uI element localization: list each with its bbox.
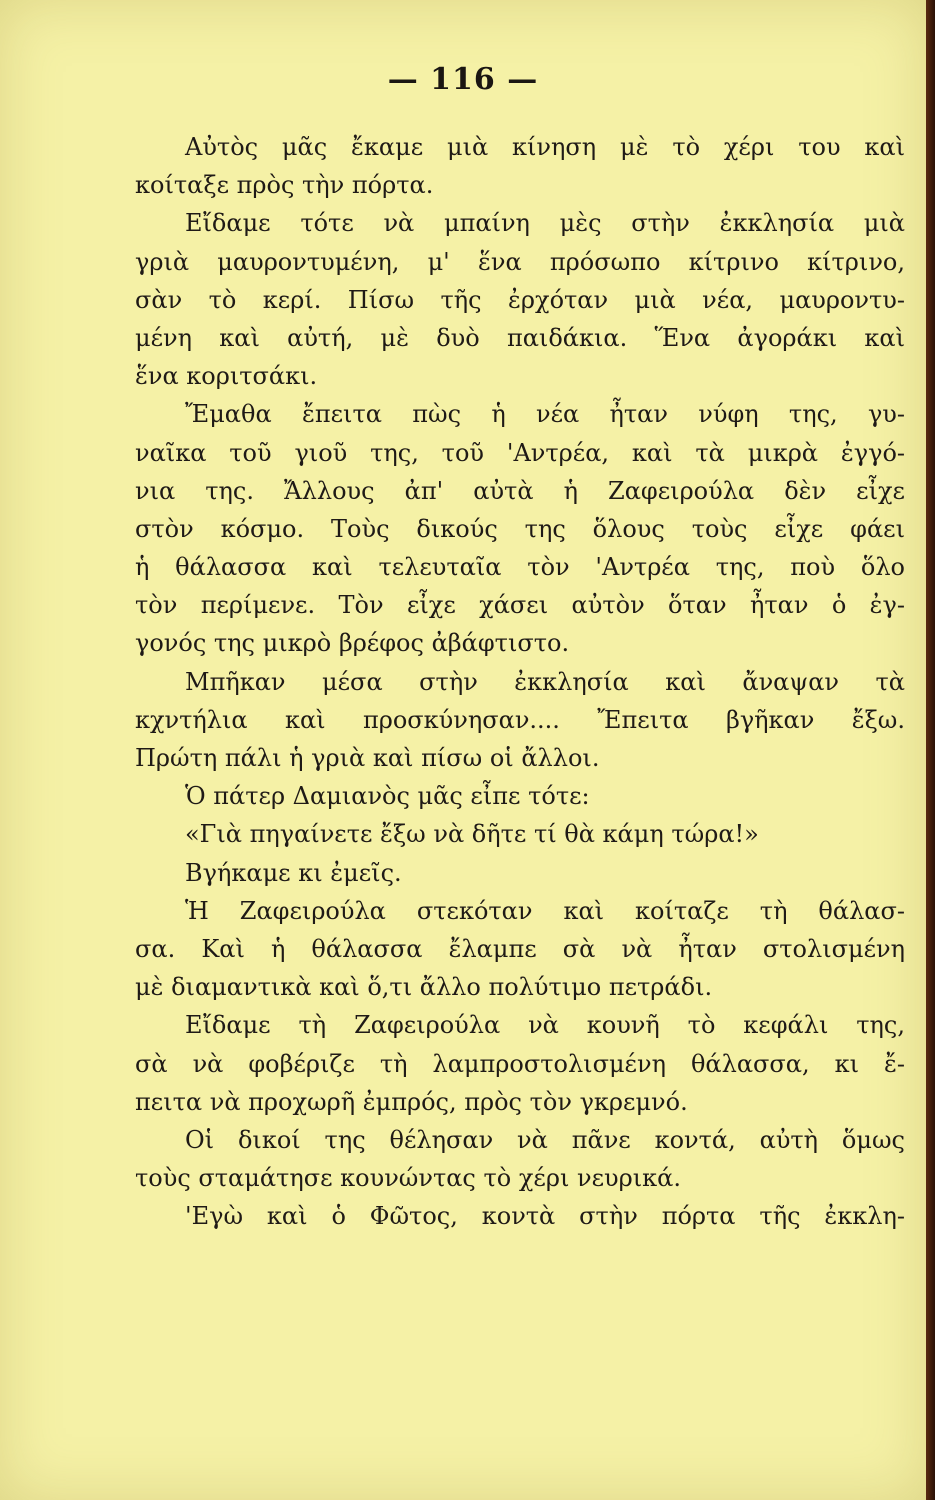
text-line: Πρώτη πάλι ἡ γριὰ καὶ πίσω οἱ ἄλλοι. xyxy=(135,744,600,772)
text-line: πειτα νὰ προχωρῆ ἐμπρός, πρὸς τὸν γκρεμνό. xyxy=(135,1087,688,1116)
text-line: νια της. Ἄλλους ἀπ' αὐτὰ ἡ Ζαφειρούλα δὲν εἶχε xyxy=(135,476,905,505)
text-line: τὸν περίμενε. Τὸν εἶχε χάσει αὐτὸν ὅταν ἦταν ὁ ἐγ- xyxy=(135,591,905,620)
text-line: 'Εγὼ καὶ ὁ Φῶτος, κοντὰ στὴν πόρτα τῆς ἐκκλη- xyxy=(185,1202,905,1231)
text-line: σὰ νὰ φοβέριζε τὴ λαμπροστολισμένη θάλασσα, κι ἔ- xyxy=(135,1049,905,1078)
text-line: Εἴδαμε τὴ Ζαφειρούλα νὰ κουνῆ τὸ κεφάλι της, xyxy=(185,1011,905,1040)
text-line: ναῖκα τοῦ γιοῦ της, τοῦ 'Αντρέα, καὶ τὰ μικρὰ ἐγγό- xyxy=(135,438,905,467)
text-line: Οἱ δικοί της θέλησαν νὰ πᾶνε κοντά, αὐτὴ ὅμως xyxy=(185,1125,905,1154)
text-line: Αὐτὸς μᾶς ἔκαμε μιὰ κίνηση μὲ τὸ χέρι του καὶ xyxy=(185,133,905,161)
text-line: σα. Καὶ ἡ θάλασσα ἔλαμπε σὰ νὰ ἦταν στολισμένη xyxy=(135,934,905,963)
text-line: σὰν τὸ κερί. Πίσω τῆς ἐρχόταν μιὰ νέα, μαυροντυ- xyxy=(135,285,905,314)
text-line: μὲ διαμαντικὰ καὶ ὅ,τι ἄλλο πολύτιμο πετράδι. xyxy=(135,973,713,1002)
text-line: στὸν κόσμο. Τοὺς δικούς της ὅλους τοὺς εἶχε φάει xyxy=(135,514,905,543)
text-line: Εἴδαμε τότε νὰ μπαίνη μὲς στὴν ἐκκλησία μιὰ xyxy=(185,209,905,238)
text-line: Ὁ πάτερ Δαμιανὸς μᾶς εἶπε τότε: xyxy=(185,782,590,811)
page-edge xyxy=(926,0,935,1500)
text-line: Βγήκαμε κι ἐμεῖς. xyxy=(185,858,402,887)
page-number: — 116 — xyxy=(387,62,539,97)
text-line: μένη καὶ αὐτή, μὲ δυὸ παιδάκια. Ἕνα ἀγοράκι καὶ xyxy=(135,323,905,352)
text-line: «Γιὰ πηγαίνετε ἔξω νὰ δῆτε τί θὰ κάμη τώρα!» xyxy=(185,820,759,849)
text-line: ἕνα κοριτσάκι. xyxy=(135,362,318,391)
text-line: Ἡ Ζαφειρούλα στεκόταν καὶ κοίταζε τὴ θάλασ- xyxy=(185,896,905,925)
text-line: τοὺς σταμάτησε κουνώντας τὸ χέρι νευρικά. xyxy=(135,1164,681,1193)
text-line: γριὰ μαυροντυμένη, μ' ἕνα πρόσωπο κίτρινο κίτρινο, xyxy=(135,247,905,276)
text-line: Ἔμαθα ἔπειτα πὼς ἡ νέα ἦταν νύφη της, γυ- xyxy=(185,400,905,429)
text-line: κοίταξε πρὸς τὴν πόρτα. xyxy=(135,171,434,200)
page-text xyxy=(135,128,905,1235)
text-line: Μπῆκαν μέσα στὴν ἐκκλησία καὶ ἄναψαν τὰ xyxy=(185,667,905,696)
text-line: ἡ θάλασσα καὶ τελευταῖα τὸν 'Αντρέα της, ποὺ ὅλο xyxy=(135,553,905,582)
text-line: γονός της μικρὸ βρέφος ἀβάφτιστο. xyxy=(135,629,570,658)
text-line: κχντήλια καὶ προσκύνησαν.... Ἔπειτα βγῆκαν ἔξω. xyxy=(135,705,905,734)
